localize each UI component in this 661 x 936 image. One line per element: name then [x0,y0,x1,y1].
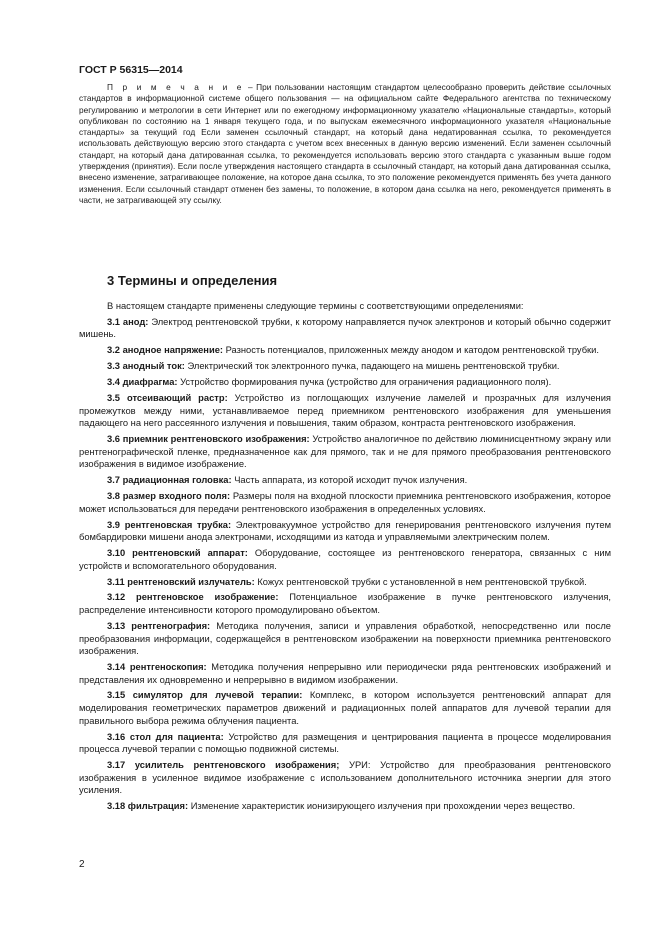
term-name: 3.4 диафрагма: [107,377,178,388]
term-name: 3.10 рентгеновский аппарат: [107,548,248,559]
term-3-2 [79,344,611,357]
term-definition: Методика получения, записи и управления обработкой, непосредственно или после преобразования информации, содержащейся в рентгеновском изображении на поверхности приемника рентгеновского изображения. [79,620,611,657]
term-name: 3.9 рентгеновская трубка: [107,519,232,530]
term-definition: Устройство для размещения и центрирования пациента в процессе моделирования процесса лучевой терапии с помощью подвижной системы. [79,731,611,755]
intro-paragraph: В настоящем стандарте применены следующие термины с соответствующими определениями: [107,301,524,311]
page-number: 2 [79,859,85,870]
section-title: 3 Термины и определения [107,273,278,288]
term-3-6 [79,433,611,471]
term-name: 3.3 анодный ток: [107,361,185,372]
term-definition: Комплекс, в котором используется рентгеновский аппарат для моделирования геометрических параметров движений и радиационных полей аппаратов для лучевой терапии для правильного выбора режима облучения пациента. [79,690,611,726]
term-3-13 [79,620,611,658]
term-3-9 [79,519,611,544]
term-name: 3.6 приемник рентгеновского изображения: [107,434,310,445]
term-name: 3.11 рентгеновский излучатель: [107,576,255,587]
term-definition: Размеры поля на входной плоскости приемника рентгеновского изображения, которое может использоваться для передачи рентгеновского изображения в определенных условиях. [79,491,611,514]
term-name: 3.13 рентгенография: [107,620,211,631]
term-name: 3.15 симулятор для лучевой терапии: [107,690,303,701]
term-name: 3.8 размер входного поля: [107,491,231,502]
note-label: П р и м е ч а н и е [107,82,245,92]
term-name: 3.14 рентгеноскопия: [107,662,207,672]
term-definition: Электрод рентгеновской трубки, к которому направляется пучок электронов и который обычно содержит мишень. [79,316,611,340]
term-3-18 [79,800,611,813]
term-name: 3.5 отсеивающий растр: [107,393,228,404]
term-name: 3.16 стол для пациента: [107,731,224,742]
term-definition: Оборудование, состоящее из рентгеновского генератора, связанных с ним устройств и вспомогательного оборудования. [79,548,611,571]
term-definition: Устройство из поглощающих излучение ламелей и прозрачных для излучения промежутков между ними, устанавливаемое перед приемником рентгеновского изображения для уменьшения падающего на него рассеянного излучения и повышения, таким образом, контраста рентгеновского изображения. [79,393,611,429]
term-definition: Устройство аналогичное по действию люминисцентному экрану или рентгенографической пленке, предназначенное как для прямого, так и не для прямого преобразования рентгеновского изображения в видимое изображение. [79,434,611,470]
term-definition: Устройство формирования пучка (устройство для ограничения радиационного поля). [177,377,552,388]
term-name: 3.17 усилитель рентгеновского изображения; [107,760,340,771]
term-3-5 [79,392,611,430]
note-text: – При пользовании настоящим стандартом целесообразно проверить действие ссылочных стандартов в информационной системе общего пользования — на официальном сайте Федерального агентства по техническому регулированию и метрологии в сети Интернет или по ежегодному информационному указателю «Национальные стандарты», который опубликован по состоянию на 1 января текущего года, и по выпускам ежемесячного информационного указателя «Национальные стандарты» за текущий год Если заменен ссылочный стандарт, на который дана недатированная ссылка, то рекомендуется использовать действующую версию этого стандарта с учетом всех внесенных в данную версию изменений. Если заменен ссылочный стандарт, на который дана датированная ссылка, то рекомендуется использовать версию этого стандарта с указанным выше годом утверждения (принятия). Если после утверждения настоящего стандарта в ссылочный стандарт, на который дана датированная ссылка, внесено изменение, затрагивающее положение, на которое дана ссылка, то это положение рекомендуется применять без учета данного изменения. Если ссылочный стандарт отменен без замены, то положение, в котором дана ссылка на него, рекомендуется применять в части, не затрагивающей эту ссылку. [79,82,611,205]
term-definition: Потенциальное изображение в пучке рентгеновского излучения, распределение интенсивности которого промодулировано объектом. [79,592,611,616]
term-3-7 [79,474,611,487]
term-3-15 [79,689,611,727]
term-3-8 [79,490,611,515]
document-header: ГОСТ Р 56315—2014 [79,64,183,76]
term-definition: УРИ: Устройство для преобразования рентгеновского изображения в усиленное видимое изображение с использованием дополнительного источника энергии для этого усиления. [79,760,611,796]
term-name: 3.1 анод: [107,316,149,327]
term-definition: Кожух рентгеновской трубки с установленной в нем рентгеновской трубкой. [254,576,587,587]
term-name: 3.12 рентгеновское изображение: [107,592,279,603]
term-definition: Электрический ток электронного пучка, падающего на мишень рентгеновской трубки. [184,361,560,372]
term-definition: Разность потенциалов, приложенных между анодом и катодом рентгеновской трубки. [223,345,599,356]
term-3-16 [79,731,611,756]
term-definition: Изменение характеристик ионизирующего излучения при прохождении через вещество. [188,801,576,812]
term-3-14 [79,661,611,686]
term-3-12 [79,591,611,616]
term-3-3 [79,360,611,373]
term-definition: Электровакуумное устройство для генерирования рентгеновского излучения путем бомбардировки мишени анода электронами, исходящими из катода и управляемыми электрическим полем. [79,519,612,543]
term-name: 3.18 фильтрация: [107,801,189,812]
term-definition: Методика получения непрерывно или периодически ряда рентгеновских изображений и представления их одновременно и непрерывно в видимом изображении. [79,662,611,685]
term-name: 3.7 радиационная головка: [107,475,232,486]
term-3-4 [79,376,611,389]
term-3-10 [79,547,611,572]
term-3-17 [79,759,611,797]
note-paragraph [79,82,611,206]
section-body [79,300,611,816]
term-definition: Часть аппарата, из которой исходит пучок излучения. [231,475,468,486]
term-3-11 [79,576,611,589]
term-3-1 [79,316,611,341]
term-name: 3.2 анодное напряжение: [107,345,223,356]
